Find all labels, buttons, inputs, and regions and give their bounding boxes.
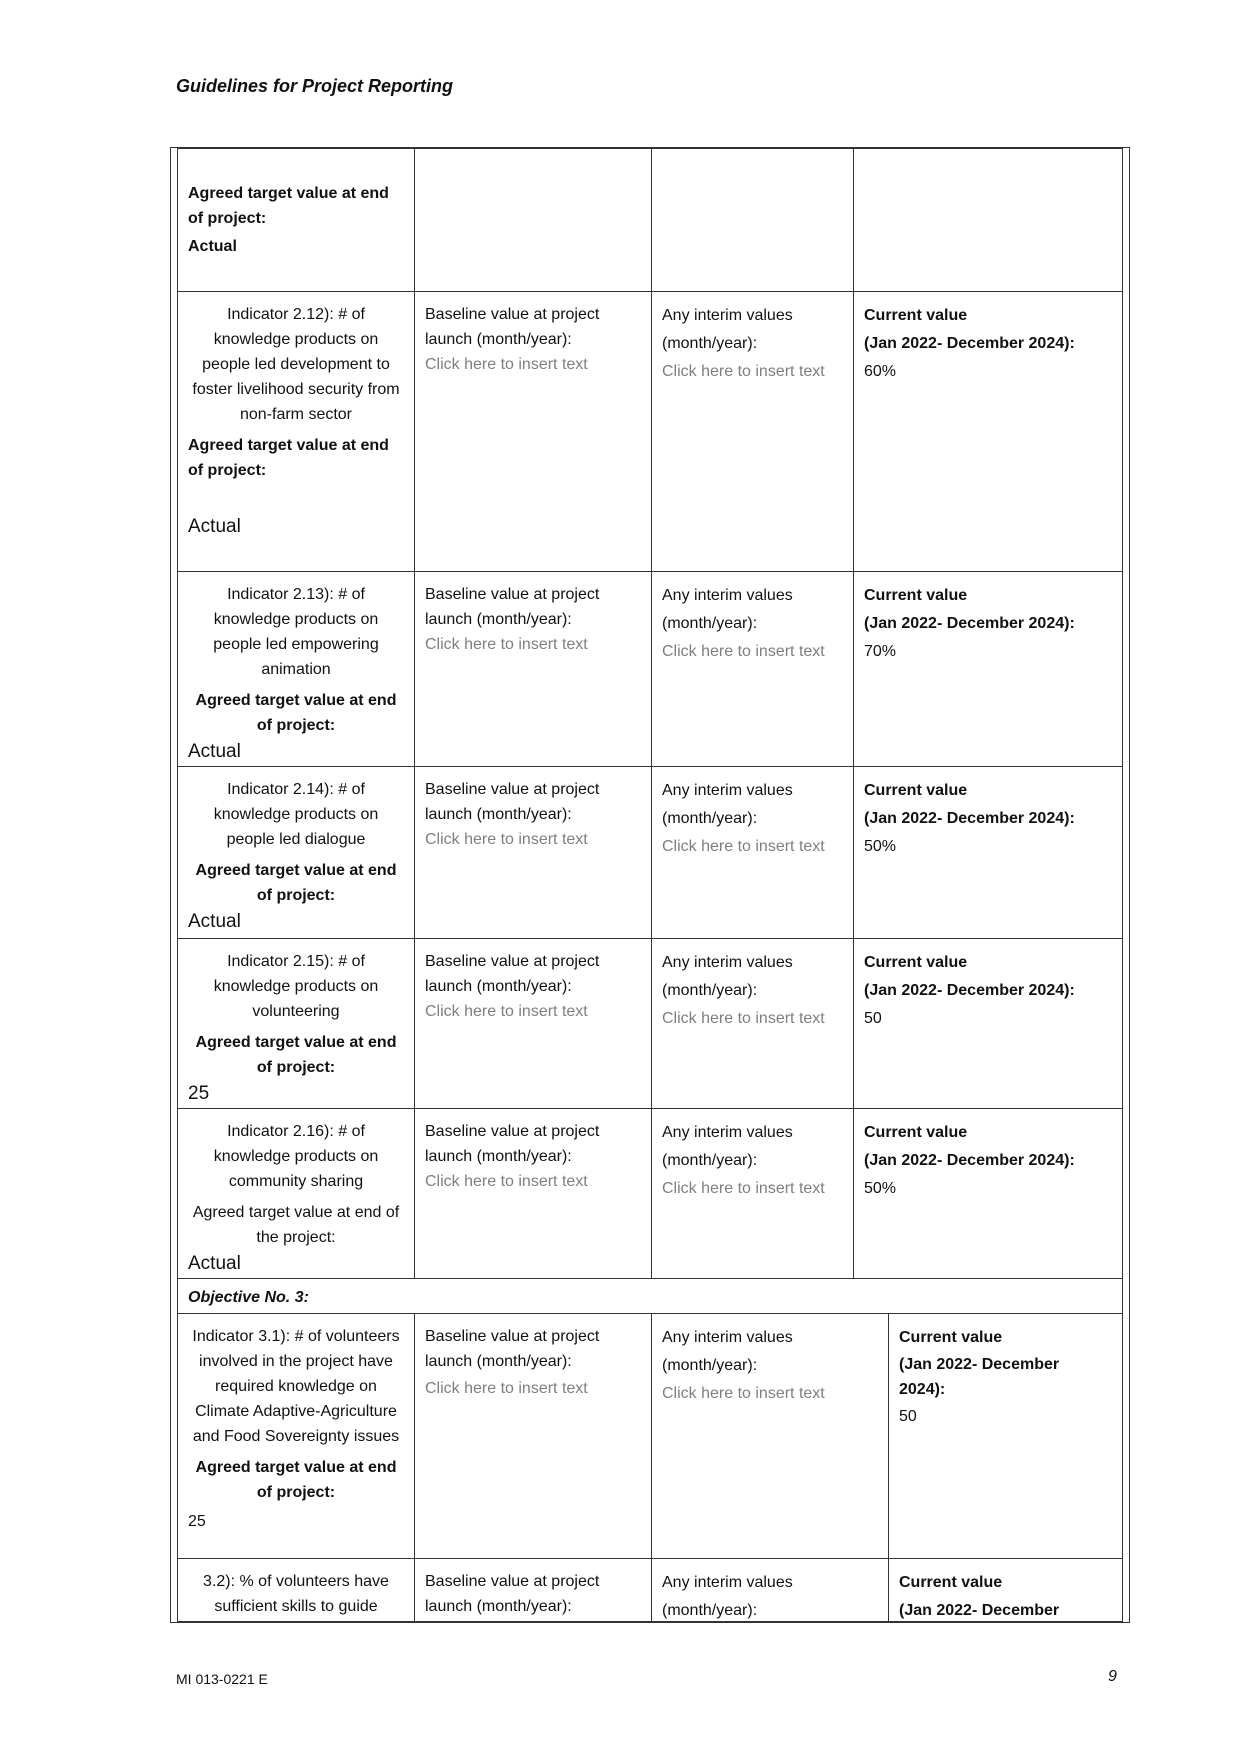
baseline-label: Baseline value at project launch (month/year): — [425, 1328, 600, 1370]
table-row — [177, 1558, 1123, 1622]
current-value-label: Current value — [864, 587, 968, 604]
current-value-label: Current value — [864, 782, 968, 799]
baseline-label: Baseline value at project launch (month/year): — [425, 1123, 600, 1165]
interim-input[interactable]: Click here to insert text — [662, 838, 825, 855]
baseline-label: Baseline value at project launch (month/year): — [425, 1573, 600, 1615]
actual-label: Actual — [188, 238, 237, 255]
interim-input[interactable]: Click here to insert text — [662, 1180, 825, 1197]
table-row — [177, 148, 1123, 291]
agreed-target-value: 25 — [188, 1083, 210, 1104]
table-row — [177, 291, 1123, 571]
indicator-text: Indicator 2.12): # of knowledge products on people led development to foster livelihood security from non-farm sector — [192, 306, 400, 423]
agreed-target-label: Agreed target value at end of project: — [195, 862, 397, 904]
agreed-target-value: Actual — [188, 516, 241, 537]
interim-label: Any interim values (month/year): — [662, 954, 793, 999]
indicator-text: Indicator 2.13): # of knowledge products on people led empowering animation — [213, 586, 379, 678]
document-code: MI 013-0221 E — [176, 1671, 268, 1687]
baseline-label: Baseline value at project launch (month/year): — [425, 953, 600, 995]
objective-heading: Objective No. 3: — [177, 1279, 1123, 1313]
current-value: 70% — [864, 643, 897, 660]
current-value-label: Current value — [899, 1574, 1003, 1591]
interim-input[interactable]: Click here to insert text — [662, 363, 825, 380]
page-header-title: Guidelines for Project Reporting — [176, 76, 454, 96]
indicator-text: Indicator 3.1): # of volunteers involved in the project have required knowledge on Climate Adaptive-Agriculture and Food Sovereignty issues — [192, 1328, 400, 1445]
indicator-text: Indicator 2.14): # of knowledge products on people led dialogue — [213, 781, 379, 848]
agreed-target-value: Actual — [188, 1253, 241, 1274]
baseline-label: Baseline value at project launch (month/year): — [425, 781, 600, 823]
table-row — [177, 1278, 1123, 1313]
agreed-target-value: 25 — [188, 1513, 206, 1530]
baseline-input[interactable]: Click here to insert text — [425, 1380, 588, 1397]
interim-label: Any interim values (month/year): — [662, 307, 793, 352]
current-period-label: (Jan 2022- December 2024): — [899, 1356, 1060, 1398]
current-period-label: (Jan 2022- December 2024): — [864, 335, 1075, 352]
indicator-table — [170, 147, 1130, 1623]
baseline-input[interactable]: Click here to insert text — [425, 1173, 588, 1190]
indicator-text: 3.2): % of volunteers have sufficient skills to guide — [203, 1573, 389, 1615]
current-value: 60% — [864, 363, 897, 380]
baseline-input[interactable]: Click here to insert text — [425, 356, 588, 373]
baseline-label: Baseline value at project launch (month/year): — [425, 306, 600, 348]
interim-input[interactable]: Click here to insert text — [662, 1010, 825, 1027]
agreed-target-value: Actual — [188, 911, 241, 932]
current-value: 50% — [864, 1180, 897, 1197]
current-period-label: (Jan 2022- December 2024): — [864, 982, 1075, 999]
table-row — [177, 1313, 1123, 1558]
interim-input[interactable]: Click here to insert text — [662, 1385, 825, 1402]
table-row — [177, 1108, 1123, 1278]
current-value-label: Current value — [864, 1124, 968, 1141]
agreed-target-label: Agreed target value at end of project: — [195, 1459, 397, 1501]
interim-label: Any interim values (month/year): — [662, 1124, 793, 1169]
agreed-target-label: Agreed target value at end of project: — [188, 437, 389, 479]
agreed-target-label: Agreed target value at end of project: — [195, 692, 397, 734]
interim-label: Any interim values (month/year): — [662, 587, 793, 632]
agreed-target-label: Agreed target value at end of project: — [188, 185, 389, 227]
baseline-label: Baseline value at project launch (month/year): — [425, 586, 600, 628]
current-period-label: (Jan 2022- December 2024): — [864, 810, 1075, 827]
table-row — [177, 571, 1123, 766]
current-period-label: (Jan 2022- December — [899, 1602, 1060, 1619]
agreed-target-value: Actual — [188, 741, 241, 762]
current-value: 50 — [864, 1010, 882, 1027]
agreed-target-label: Agreed target value at end of the project: — [192, 1204, 400, 1246]
current-value-label: Current value — [899, 1329, 1003, 1346]
current-value: 50 — [899, 1408, 917, 1425]
current-value-label: Current value — [864, 307, 968, 324]
indicator-text: Indicator 2.15): # of knowledge products on volunteering — [213, 953, 379, 1020]
interim-input[interactable]: Click here to insert text — [662, 643, 825, 660]
baseline-input[interactable]: Click here to insert text — [425, 831, 588, 848]
interim-label: Any interim values (month/year): — [662, 1329, 793, 1374]
baseline-input[interactable]: Click here to insert text — [425, 636, 588, 653]
page-number: 9 — [1108, 1668, 1117, 1685]
indicator-text: Indicator 2.16): # of knowledge products on community sharing — [213, 1123, 379, 1190]
baseline-input[interactable]: Click here to insert text — [425, 1003, 588, 1020]
interim-label: Any interim values (month/year): — [662, 782, 793, 827]
table-row — [177, 766, 1123, 938]
current-value: 50% — [864, 838, 897, 855]
current-period-label: (Jan 2022- December 2024): — [864, 1152, 1075, 1169]
table-row — [177, 938, 1123, 1108]
current-period-label: (Jan 2022- December 2024): — [864, 615, 1075, 632]
agreed-target-label: Agreed target value at end of project: — [195, 1034, 397, 1076]
interim-label: Any interim values (month/year): — [662, 1574, 793, 1619]
current-value-label: Current value — [864, 954, 968, 971]
